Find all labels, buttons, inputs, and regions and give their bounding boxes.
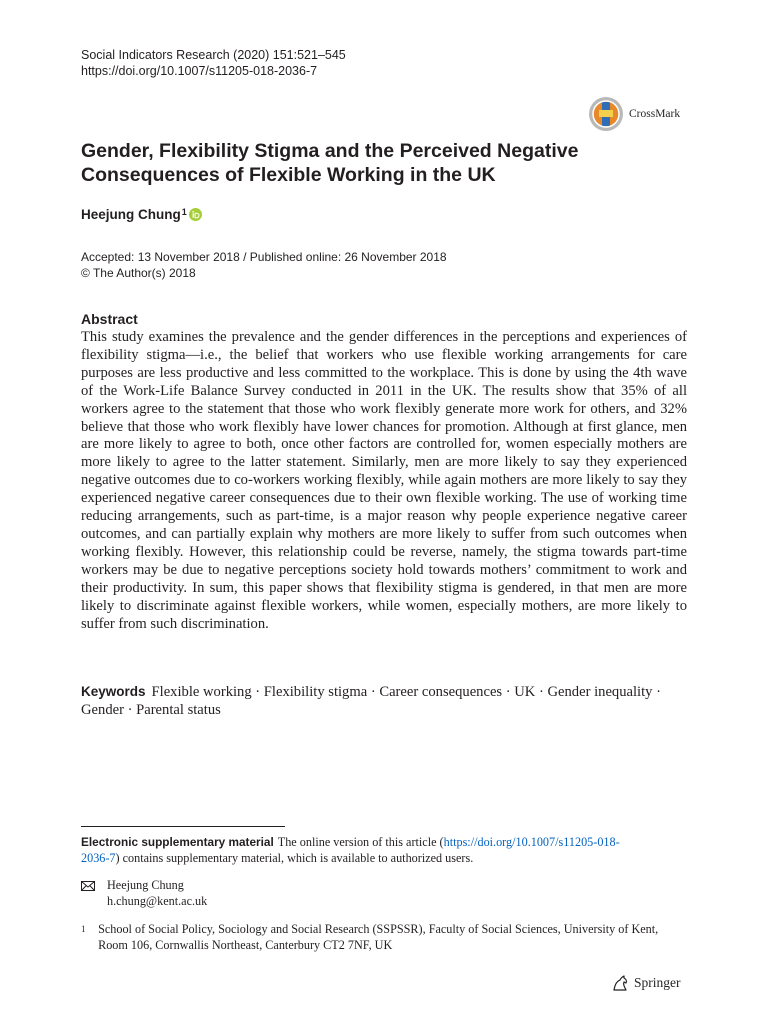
journal-header [81,47,346,79]
article-title [81,139,641,187]
corresponding-author-email[interactable]: h.chung@kent.ac.uk [107,893,208,908]
author-line [81,207,202,222]
crossmark-icon [588,96,624,132]
publication-dates [81,250,447,281]
springer-horse-icon [611,974,629,992]
author-affiliation-mark: 1 [181,207,187,217]
crossmark-badge[interactable] [588,96,680,132]
keywords [81,683,687,720]
article-doi[interactable]: https://doi.org/10.1007/s11205-018-2036-7 [81,64,318,78]
title-line-1: Gender, Flexibility Stigma and the Perceived Negative [81,140,579,162]
copyright-notice: © The Author(s) 2018 [81,265,196,280]
accepted-published-dates: Accepted: 13 November 2018 / Published online: 26 November 2018 [81,250,447,264]
corresponding-author-name: Heejung Chung [107,878,184,892]
affiliation-number: 1 [81,924,86,934]
keywords-label: Keywords [81,684,146,699]
abstract-text: This study examines the prevalence and the gender differences in the perceptions and experiences of flexibility stigma—i.e., the belief that workers who use flexible working arrangements for care purposes are less productive and less committed to the workplace. This is done by using the 4th wave of the Work-Life Balance Survey conducted in 2011 in the UK. The results show that 35% of all workers agree to the statement that those who work flexibly generate more work for others, and 32% believe that those who work flexibly have lower chances for promotion. Although at first glance, men are more likely to agree to both, once other factors are controlled for, women especially mothers are more likely to agree to the latter statement. Similarly, men are more likely to say they experienced negative outcomes due to co-workers working flexibly, while again mothers are more likely to say they experienced negative career consequences due to their own flexible working. The use of working time reducing arrangements, such as part-time, is a major reason why people experience negative career outcomes, and can partially explain why mothers are more likely to suffer from such outcomes when working flexibly. However, this relationship could be reverse, namely, the stigma towards part-time workers may be due to negative perceptions society hold towards mothers’ commitment to work and their productivity. In sum, this paper shows that flexibility stigma is gendered, in that men are more likely to discriminate against flexible workers, while women, especially mothers, are more likely to suffer from such discrimination. [81,329,687,632]
title-line-2: Consequences of Flexible Working in the UK [81,164,496,186]
esm-doi-link[interactable]: https://doi.org/10.1007/s11205-018-2036-7 [81,835,620,865]
supplementary-material-note [81,835,641,866]
author-name: Heejung Chung [81,207,181,222]
footnote-divider [81,826,285,827]
orcid-icon[interactable] [189,208,202,221]
affiliation [81,922,661,953]
envelope-icon [81,881,95,891]
publisher-logo [611,974,681,992]
esm-text-after: ) contains supplementary material, which is available to authorized users. [115,850,474,865]
affiliation-text: School of Social Policy, Sociology and Social Research (SSPSSR), Faculty of Social Sciences, University of Kent, Room 106, Cornwallis Northeast, Canterbury CT2 7NF, UK [98,922,659,952]
esm-text-before: The online version of this article ( [277,835,444,849]
crossmark-label: CrossMark [629,108,681,120]
journal-citation: Social Indicators Research (2020) 151:521–545 [81,48,346,62]
esm-label: Electronic supplementary material [81,835,274,849]
corresponding-author [81,878,207,909]
keywords-list: Flexible working · Flexibility stigma · Career consequences · UK · Gender inequality · Gender · Parental status [81,684,661,718]
publisher-name: Springer [634,975,681,990]
abstract-heading: Abstract [81,311,138,327]
